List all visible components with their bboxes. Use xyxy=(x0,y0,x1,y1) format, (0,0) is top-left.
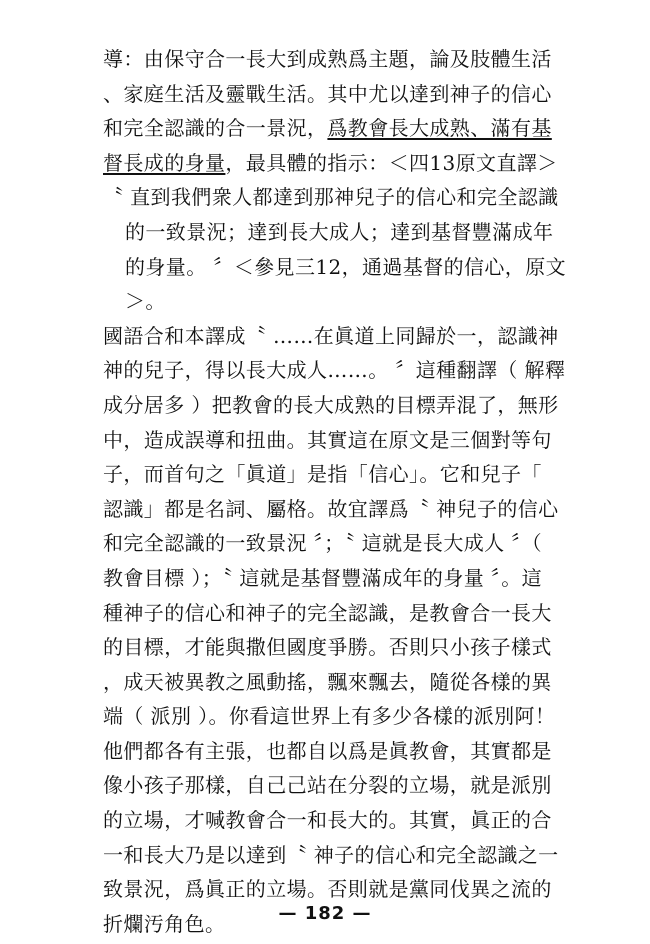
text-line-17: 種神子的信心和神子的完全認識，是教會合一長大 xyxy=(103,600,552,625)
text-line-11: 成分居多 ）把教會的長大成熟的目標弄混了，無形 xyxy=(103,392,559,417)
quote-line-3: 的身量。 〞＜參見三12，通過基督的信心，原文 xyxy=(125,254,567,279)
text-line-1: 導：由保守合一長大到成熟爲主題，論及肢體生活 xyxy=(103,47,552,71)
quote-line-4: ＞。 xyxy=(125,289,166,314)
text-line-23: 的立場，才喊教會合一和長大的。其實，眞正的合 xyxy=(103,808,552,833)
text-line-15: 和完全認識的一致景況 〞；〝 這就是長大成人 〞（ xyxy=(103,531,543,556)
text-line-26: 折爛汚角色。 xyxy=(103,911,226,936)
text-line-19: ，成天被異教之風動搖，飄來飄去，隨從各樣的異 xyxy=(103,669,552,694)
text-line-22: 像小孩子那樣，自己己站在分裂的立場，就是派別 xyxy=(103,773,552,798)
text-line-20: 端（ 派別 ）。你看這世界上有多少各樣的派別阿！ xyxy=(103,704,556,729)
text-line-24: 一和長大乃是以達到〝 神子的信心和完全認識之一 xyxy=(103,842,559,867)
text-line-3-a: 和完全認識的合一景況， xyxy=(103,116,328,141)
body-text xyxy=(103,42,573,941)
text-line-2: 、家庭生活及靈戰生活。其中尤以達到神子的信心 xyxy=(103,81,552,106)
text-line-10: 神的兒子，得以長大成人……。 〞這種翻譯（ 解釋 xyxy=(103,358,566,383)
text-line-14: 認識」都是名詞、屬格。故宜譯爲〝 神兒子的信心 xyxy=(103,496,559,521)
underlined-phrase-2: 督長成的身量 xyxy=(103,150,226,175)
underlined-phrase-1: 爲教會長大成熟、滿有基 xyxy=(327,116,552,141)
text-line-4-b: ，最具體的指示：＜四13原文直譯＞ xyxy=(225,150,558,175)
text-line-13: 子，而首句之「眞道」是指「信心」。它和兒子「 xyxy=(103,462,542,487)
text-line-25: 致景況，爲眞正的立場。否則就是黨同伐異之流的 xyxy=(103,877,552,902)
text-line-12: 中，造成誤導和扭曲。其實這在原文是三個對等句 xyxy=(103,427,552,452)
quote-line-2: 的一致景況；達到長大成人；達到基督豐滿成年 xyxy=(125,219,554,244)
text-line-18: 的目標，才能與撒但國度爭勝。否則只小孩子樣式 xyxy=(103,635,552,660)
text-line-4 xyxy=(103,146,573,181)
quote-line-1: 〝 直到我們衆人都達到那神兒子的信心和完全認識 xyxy=(103,185,559,210)
text-line-16: 教會目標 ）；〝 這就是基督豐滿成年的身量 〞。這 xyxy=(103,565,543,590)
text-line-9: 國語合和本譯成〝 ……在眞道上同歸於一，認識神 xyxy=(103,323,559,348)
text-line-21: 他們都各有主張，也都自以爲是眞教會，其實都是 xyxy=(103,738,552,763)
page-number: — 182 — xyxy=(278,903,372,924)
text-line-3 xyxy=(103,111,573,146)
